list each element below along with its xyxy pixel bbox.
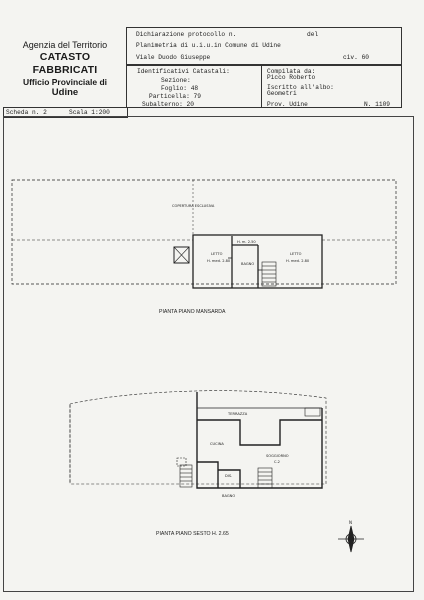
room-bed-right: LETTO — [290, 252, 302, 256]
dichiarazione-label: Dichiarazione protocollo n. — [136, 31, 237, 38]
lower-stairs-left — [177, 458, 192, 487]
upper-plan-title: PIANTA PIANO MANSARDA — [159, 309, 226, 315]
del-label: del — [307, 31, 319, 38]
room-height-center: H. m. 2.50 — [237, 240, 256, 244]
roof-covering-label: COPERTURA ESCLUSIVA — [172, 204, 215, 208]
lower-stairs-right — [258, 468, 272, 488]
scale-label: Scala 1:200 — [69, 109, 110, 116]
room-terrace: TERRAZZA — [228, 412, 248, 416]
iscritto-value: Geometri — [267, 90, 297, 97]
province-label: Prov. Udine — [267, 101, 308, 108]
sixth-floor-walls — [197, 392, 322, 488]
identificativi-label: Identificativi Catastali: — [137, 68, 230, 75]
scheda-number: Scheda n. 2 — [6, 109, 47, 116]
roof-covering-outline — [12, 180, 396, 284]
agency-name: Agenzia del Territorio — [22, 40, 108, 50]
room-kitchen: CUCINA — [210, 442, 224, 446]
room-living-sub: C.2 — [274, 460, 280, 464]
room-bath-lower: BAGNO — [222, 494, 236, 498]
civic-number: civ. 60 — [343, 54, 369, 61]
lower-plan-title: PIANTA PIANO SESTO H. 2.65 — [156, 531, 229, 537]
iscritto-label: Iscritto all'albo: — [267, 84, 334, 91]
room-living: SOGGIORNO — [266, 454, 289, 458]
room-hallway: DIS. — [225, 474, 233, 478]
canopy-outline — [70, 391, 326, 484]
compilata-name: Picco Roberto — [267, 74, 316, 81]
subalterno-value: Subalterno: 20 — [142, 101, 194, 108]
registration-number: N. 1109 — [364, 101, 390, 108]
compilata-label: Compilata da: — [267, 68, 316, 75]
particella-value: Particella: 79 — [149, 93, 201, 100]
room-bath-upper: BAGNO — [241, 262, 255, 266]
attic-stairs — [262, 262, 276, 286]
compass-north-label: N — [349, 520, 352, 525]
room-height-right: H. med. 2.80 — [286, 259, 310, 263]
office-city: Udine — [51, 86, 79, 98]
office-label: Ufficio Provinciale di — [22, 76, 108, 87]
address-text: Viale Duodo Giuseppe — [136, 54, 211, 61]
sezione-label: Sezione: — [161, 77, 191, 84]
compass-icon — [338, 526, 364, 552]
room-bed-left: LETTO — [211, 252, 223, 256]
room-height-left: H. med. 2.80 — [207, 259, 231, 263]
catasto-title: CATASTO FABBRICATI — [32, 50, 98, 76]
foglio-value: Foglio: 48 — [161, 85, 199, 92]
planimetria-text: Planimetria di u.i.u.in Comune di Udine — [136, 42, 281, 49]
